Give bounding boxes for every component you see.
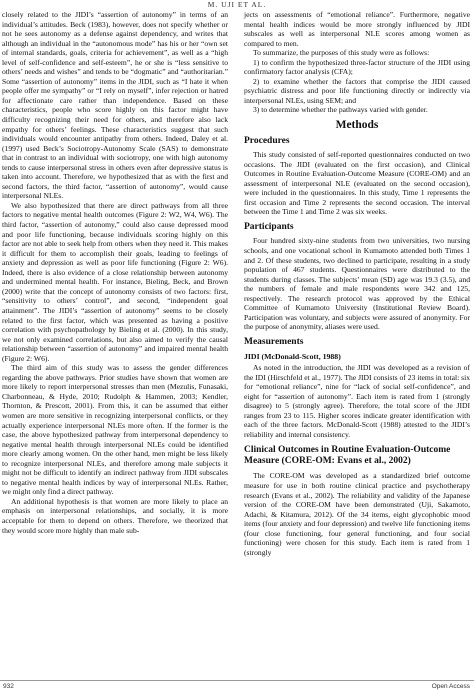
page-number: 932 (3, 683, 14, 690)
aim-item: 3) to determine whether the pathways varied with gender. (253, 105, 428, 115)
body-paragraph: The third aim of this study was to assess the gender differences regarding the above pathways. Prior studies have shown that women are more likely to report interpersonal stresses than men (Mezulis, Funasaki, Charbonneau, & Hyde, 2010; Rudolph & Hammen, 2003; Kendler, Thornton, & Prescott, 2001). From this, it can be assumed that either women are more sensitive in recognizing interpersonal conflicts, or they actually experience interpersonal NLEs more often. If the former is the case, the above hypothesized pathway from interpersonal dependency to negative mental health through interpersonal NLEs could be identified more clearly among women. On the other hand, men might be less likely to recognize interpersonal NLEs, and therefore among male subjects it might not be difficult to identify an indirect pathway from JIDI subscales to negative mental health indices by way of interpersonal NLEs. Rather, we might only find a direct pathway. (2, 363, 228, 497)
body-paragraph: Four hundred sixty-nine students from two universities, two nursing schools, and one vocational school in Kumamoto attended both Times 1 and 2. Of these students, two declined to participate, resulting in a study population of 467 students. Questionnaires were distributed to the students during classes. The subjects’ mean (SD) age was 19.3 (3.5), and the numbers of female and male respondents were 342 and 125, respectively. The research protocol was approved by the Ethical Committee of Kumamoto University (Institutional Review Board). Participation was voluntary, and subjects were assured of anonymity. For the purpose of anonymity, aliases were used. (244, 236, 470, 332)
aim-item: 2) to examine whether the factors that comprise the JIDI caused psychiatric distress and poor life functioning directly or indirectly via interpersonal NLEs, using SEM; and (244, 76, 470, 105)
aim-item: 1) to confirm the hypothesized three-factor structure of the JIDI using confirmatory factor analysis (CFA); (244, 57, 470, 77)
running-head: M. UJI ET AL. (207, 0, 267, 9)
left-column (2, 10, 228, 535)
body-paragraph: closely related to the JIDI’s “assertion of autonomy” in terms of an individual’s attitudes. Beck (1983), however, does not specify whether or not he sees autonomy as a defense against dependency, and writes that although an individual in the “autonomous mode” has his or her “own set of internal standards, goals, criteria for achievement”, as well as a “high level of self-confidence and self-esteem”, he or she is “less sensitive to others’ needs and wishes” and tends to be “dogmatic” and “authoritarian.” Some “assertion of autonomy” items in the JIDI, such as “I hate it when people offer me sympathy” or “I rely on myself”, infer rejection or hatred for affectionate care rather than independence. Based on these characteristics, people who score highly on this factor might have difficulty recognizing their need for others, and therefore also lack empathy for others’ feelings. These characteristics suggest that such individuals would encounter antipathy from others. Indeed, Daley et al. (1997) used Beck’s Sociotropy-Autonomy Scale (SAS) to demonstrate that in contrast to an individual with sociotropy, one with high autonomy tends to cause interpersonal stress in others even after depressive status is taken into account. Therefore, we hypothesized that as with the first and second factors, the third factor, “assertion of autonomy”, would cause interpersonal NLEs. (2, 10, 228, 201)
aims-list (244, 58, 470, 115)
subsubsection-heading-jidi: JIDI (McDonald-Scott, 1988) (244, 351, 341, 361)
section-heading-methods: Methods (335, 119, 379, 132)
body-paragraph: This study consisted of self-reported questionnaires conducted on two occasions. The JIDI (evaluated on the first occasion), and Clinical Outcomes in Routine Evaluation-Outcome Measure (CORE-OM) and an assessment of interpersonal NLE (evaluated on the second occasion), were included in the questionnaires. In this study, Time 1 represents the first occasion and Time 2 represents the second occasion. The interval between the Time 1 and Time 2 was six weeks. (244, 150, 470, 217)
body-paragraph: We also hypothesized that there are direct pathways from all three factors to negative mental health outcomes (Figure 2: W2, W4, W6). The third factor, “assertion of autonomy,” could also cause depressed mood and poor life functioning, because individuals scoring highly on this factor are not able to seek help from others when they need it. This makes it difficult for them to accomplish their goals, leading to feelings of anxiety and depression as well as poor life functioning (Figure 2: W6). Indeed, there is also evidence of a close relationship between autonomy and undermined mental health. For instance, Bieling, Beck, and Brown (2000) write that the concept of autonomy consists of two factors: first, “sensitivity to others’ control”, and second, “independent goal attainment”. The JIDI’s “assertion of autonomy” seems to be closely related to the first factor, which was presented as having a positive correlation with psychopathology by Bieling et al. (2000). In this study, we not only examined correlations, but also aimed to verify the causal relationship between “assertion of autonomy” and impaired mental health (Figure 2: W6). (2, 200, 228, 363)
body-paragraph: As noted in the introduction, the JIDI was developed as a revision of the IDI (Hirschfeld et al., 1977). The JIDI consists of 23 items in total: six for “emotional reliance”, nine for “lack of social self-confidence”, and eight for “assertion of autonomy”. Each item is rated from 1 (strongly disagree) to 5 (strongly agree). Therefore, the total score of the JIDI ranges from 23 to 115. Higher scores indicate greater identification with each of the three factors. McDonald-Scott (1988) attested to the JIDI’s reliability and internal consistency. (244, 363, 470, 439)
footer-rule (0, 680, 474, 681)
body-paragraph: To summarize, the purposes of this study were as follows: (253, 48, 430, 58)
page-footer (0, 680, 474, 692)
right-column (244, 10, 470, 557)
body-paragraph: The CORE-OM was developed as a standardized brief outcome measure for use in both routine clinical practice and psychotherapy research (Evans et al., 2002). The reliability and validity of the Japanese version of the CORE-OM have been demonstrated (Uji, Sakamoto, Adachi, & Kitamura, 2012). Of the 34 items, eight glycophobic mood items (four anxiety and four depression) and twelve life functioning items (four close functioning, four general functioning, and four social functioning) were chosen for this study. Each item is rated from 1 (strongly (244, 471, 470, 557)
subsection-heading-procedures: Procedures (244, 135, 290, 146)
open-access-label: Open Access (431, 683, 470, 690)
subsection-heading-participants: Participants (244, 221, 294, 232)
body-paragraph: An additional hypothesis is that women are more likely to place an emphasis on interpersonal relationships, and socially, it is more acceptable for them to depend on others. Therefore, we theorized that they would score more highly than male sub- (2, 496, 228, 535)
body-paragraph: jects on assessments of “emotional reliance”. Furthermore, negative mental health indices would be more strongly influenced by JIDI subscales as well as interpersonal NLE scores among women as compared to men. (244, 10, 470, 48)
subsection-heading-core-om: Clinical Outcomes in Routine Evaluation-Outcome Measure (CORE-OM: Evans et al., 2002) (244, 445, 451, 467)
subsection-heading-measurements: Measurements (244, 336, 304, 347)
